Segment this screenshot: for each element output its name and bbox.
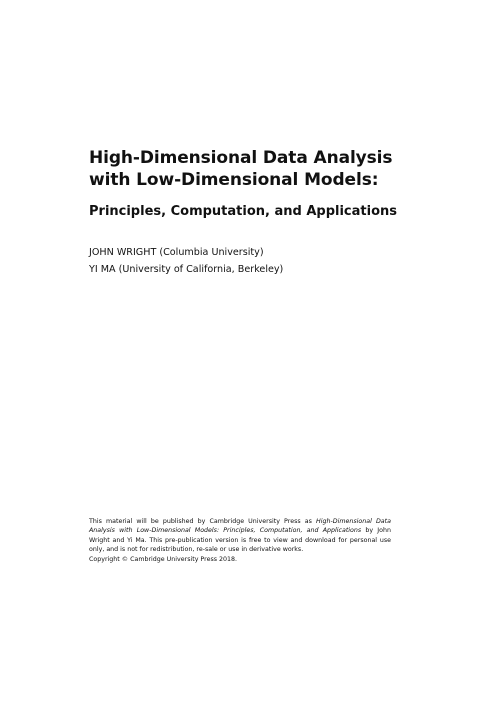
author-wright: JOHN WRIGHT (Columbia University): [89, 247, 264, 258]
book-title-line-2: with Low-Dimensional Models:: [89, 170, 379, 190]
publication-notice: [89, 517, 391, 564]
notice-intro: This material will be published by Cambridge University Press as: [89, 518, 317, 525]
author-list: [89, 244, 283, 278]
author-ma: YI MA (University of California, Berkeley): [89, 264, 284, 275]
notice-terms: by John Wright and Yi Ma. This pre-publication version is free to view and download for personal use only, and is not for redistribution, re-sale or use in derivative works.: [89, 527, 391, 554]
book-subtitle: Principles, Computation, and Applications: [89, 204, 397, 219]
copyright-line: Copyright © Cambridge University Press 2018.: [89, 555, 238, 563]
book-title: [89, 147, 419, 191]
notice-book-title: High-Dimensional Data Analysis with Low-Dimensional Models: Principles, Computation, and Applications: [89, 518, 391, 535]
book-title-line-1: High-Dimensional Data Analysis: [89, 148, 393, 168]
